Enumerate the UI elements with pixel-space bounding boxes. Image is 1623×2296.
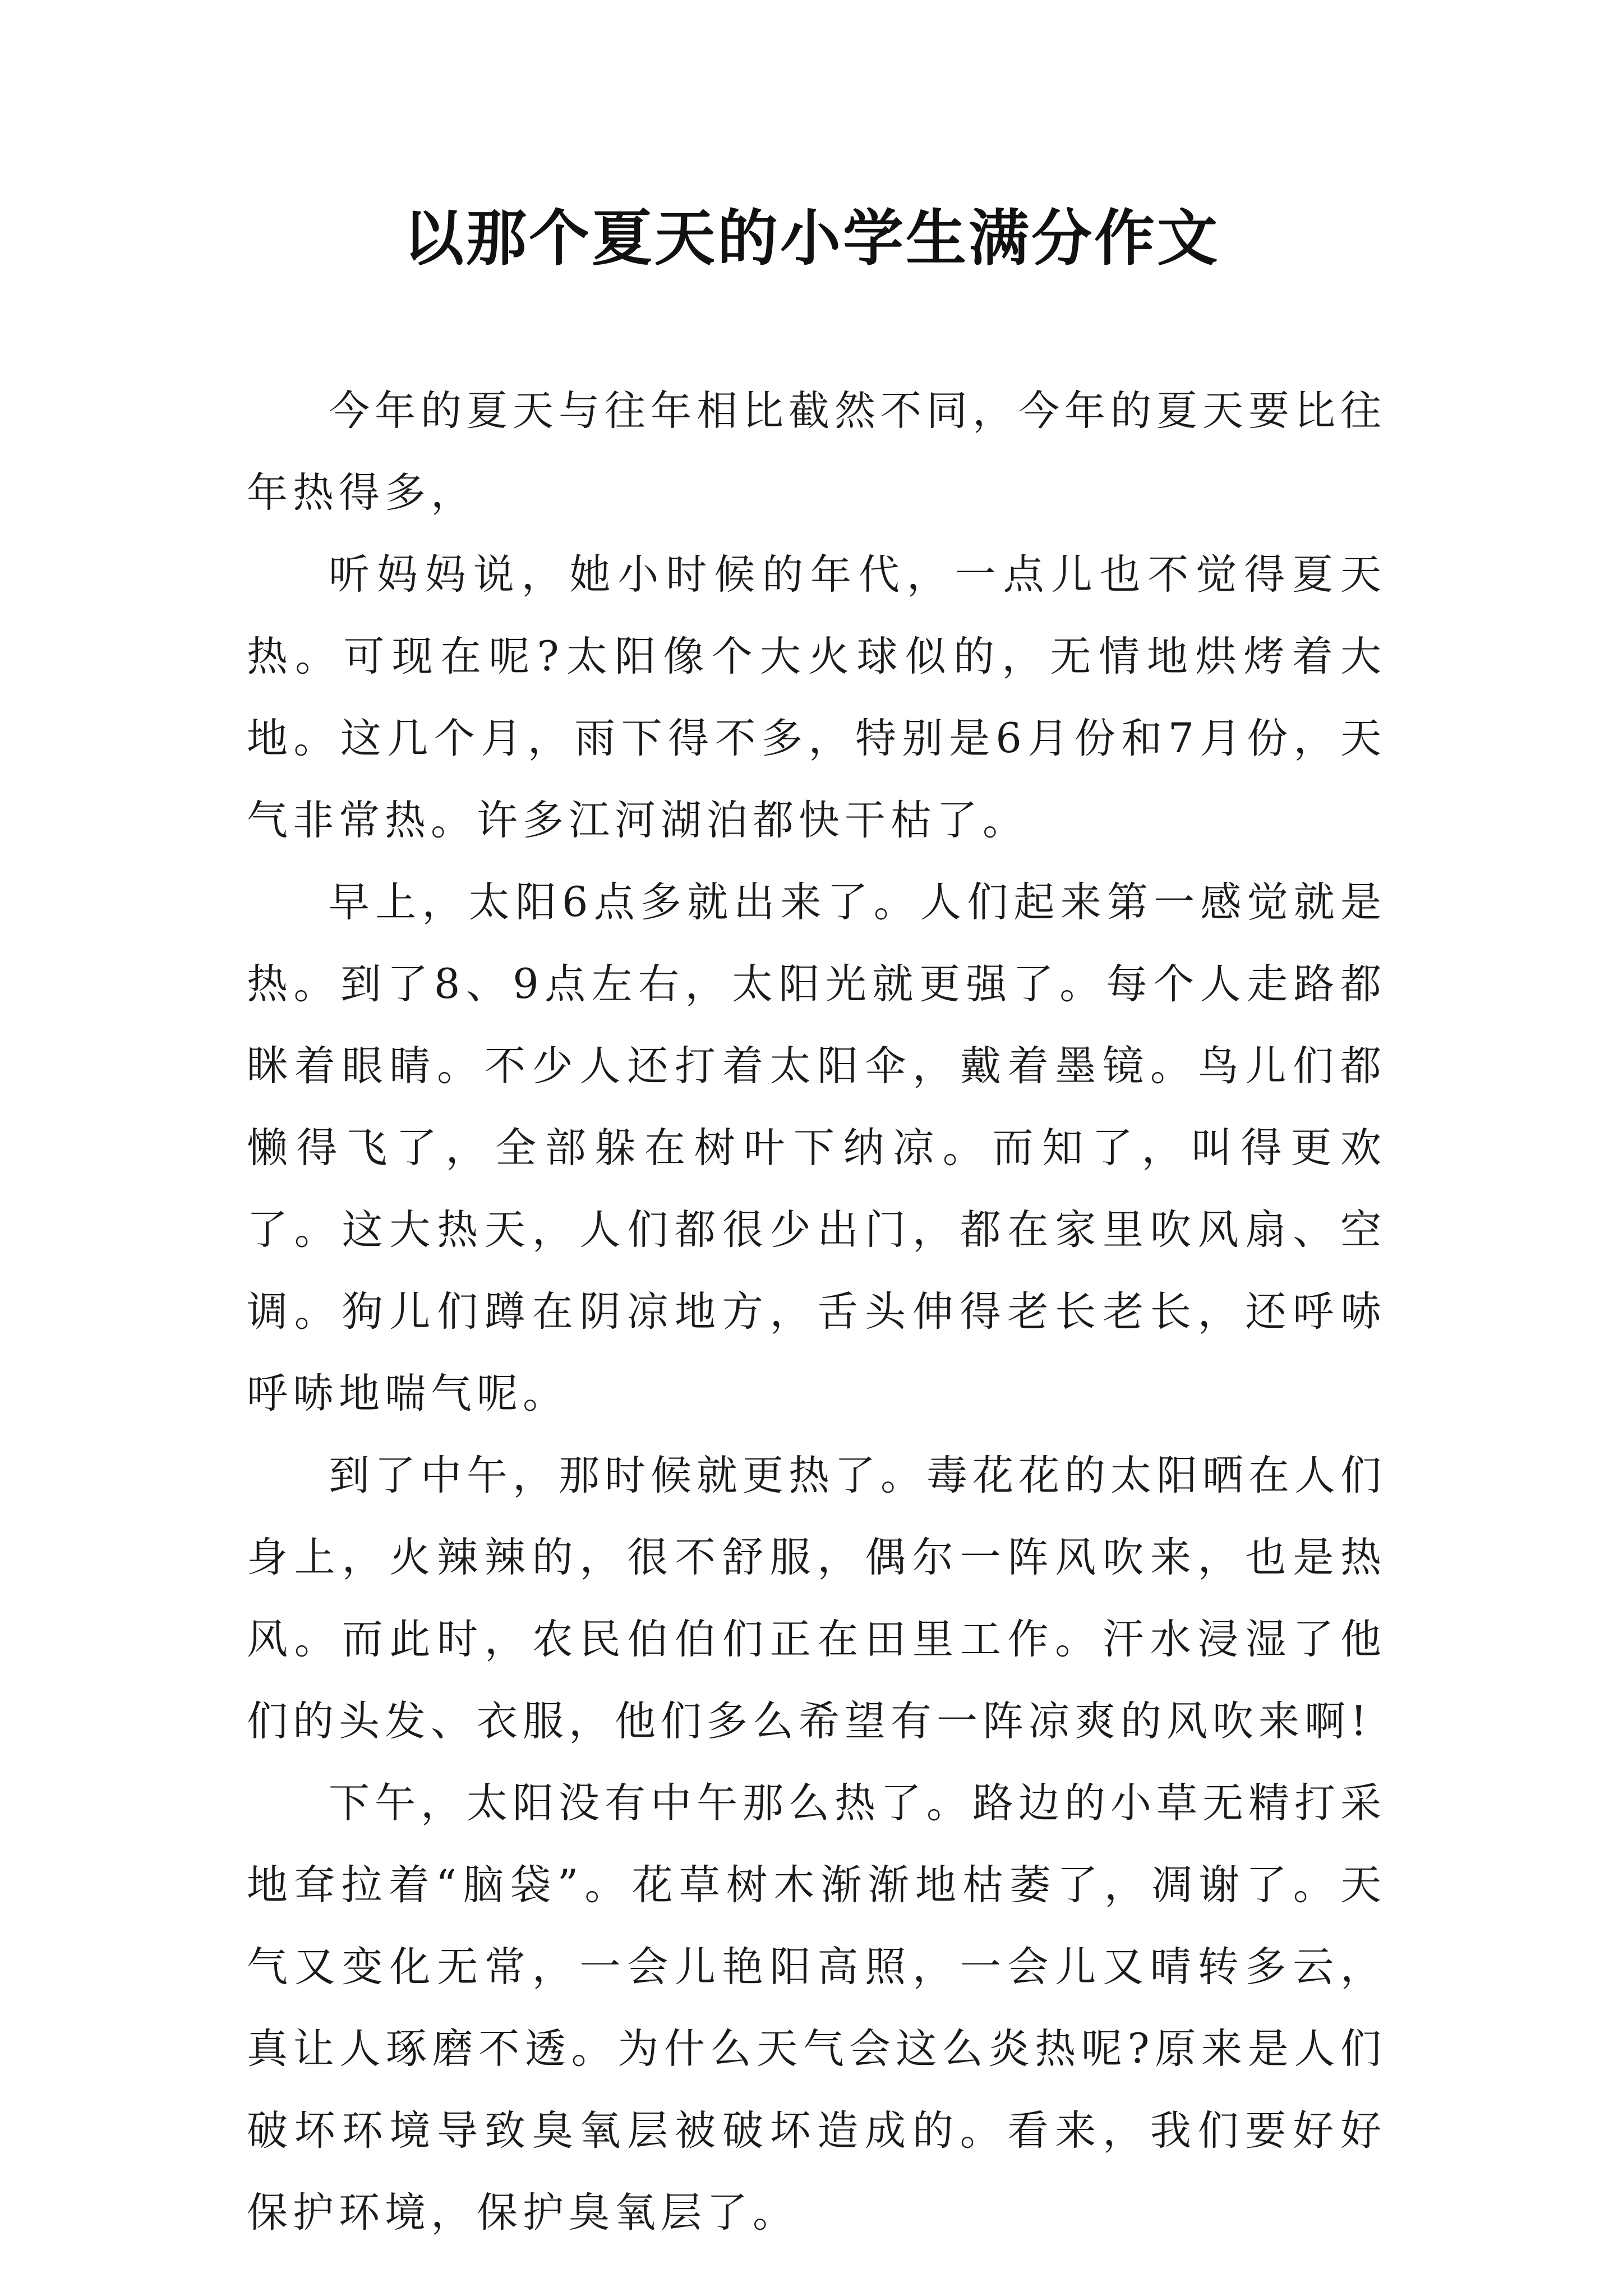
document-title: 以那个夏天的小学生满分作文 — [403, 203, 1220, 274]
document-body — [247, 370, 1386, 2254]
paragraph-3: 早上，太阳6点多就出来了。人们起来第一感觉就是热。到了8、9点左右，太阳光就更强了。每个人走路都眯着眼睛。不少人还打着太阳伞，戴着墨镜。鸟儿们都懒得飞了，全部躲在树叶下纳凉。而知了，叫得更欢了。这大热天，人们都很少出门，都在家里吹风扇、空调。狗儿们蹲在阴凉地方，舌头伸得老长老长，还呼哧呼哧地喘气呢。 — [247, 878, 1386, 1418]
paragraph-2: 听妈妈说，她小时候的年代，一点儿也不觉得夏天热。可现在呢?太阳像个大火球似的，无情地烘烤着大地。这几个月，雨下得不多，特别是6月份和7月份，天气非常热。许多江河湖泊都快干枯了。 — [247, 551, 1386, 844]
paragraph-1: 今年的夏天与往年相比截然不同，今年的夏天要比往年热得多， — [247, 387, 1386, 517]
paragraph-5: 下午，太阳没有中午那么热了。路边的小草无精打采地耷拉着“脑袋”。花草树木渐渐地枯萎了，凋谢了。天气又变化无常，一会儿艳阳高照，一会儿又晴转多云，真让人琢磨不透。为什么天气会这么炎热呢?原来是人们破坏环境导致臭氧层被破坏造成的。看来，我们要好好保护环境，保护臭氧层了。 — [247, 1779, 1386, 2237]
paragraph-4: 到了中午，那时候就更热了。毒花花的太阳晒在人们身上，火辣辣的，很不舒服，偶尔一阵风吹来，也是热风。而此时，农民伯伯们正在田里工作。汗水浸湿了他们的头发、衣服，他们多么希望有一阵凉爽的风吹来啊! — [247, 1452, 1386, 1745]
